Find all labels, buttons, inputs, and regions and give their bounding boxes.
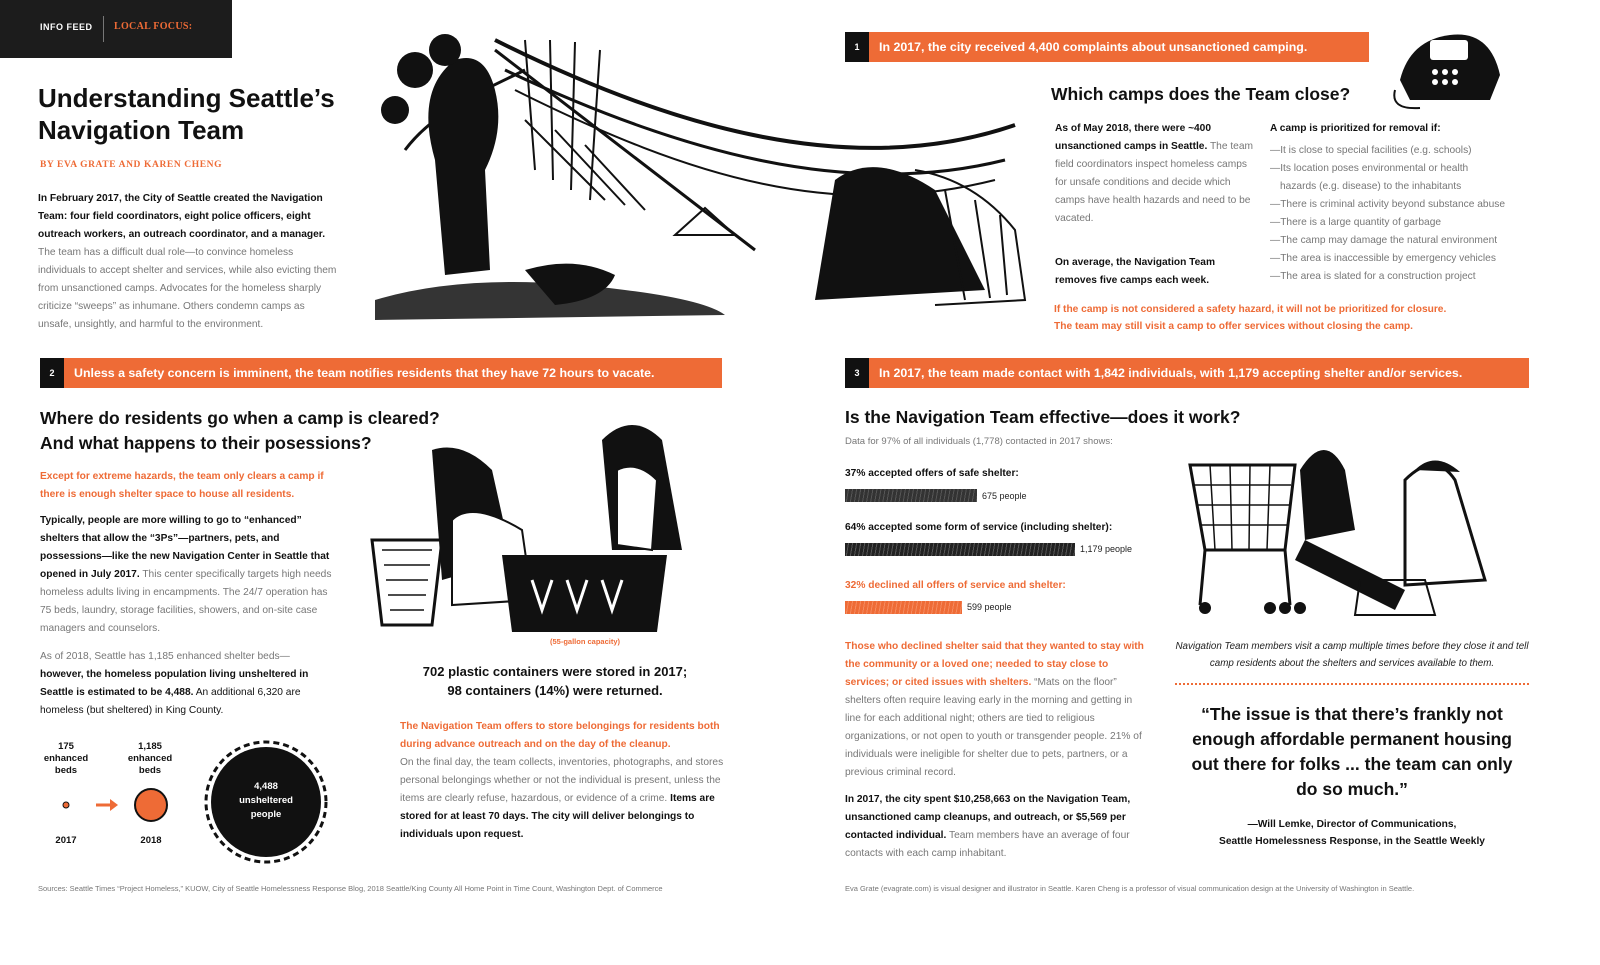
- cost-paragraph: [845, 791, 1145, 863]
- section-3-subhead: Data for 97% of all individuals (1,778) contacted in 2017 shows:: [845, 436, 1113, 447]
- chart-value-label: 675 people: [982, 491, 1027, 501]
- criteria-item: —The area is slated for a construction project: [1270, 271, 1476, 282]
- cost-bold: In 2017, the city spent $10,258,663 on the Navigation Team, unsanctioned camp cleanups, and outreach, or $5,569 per contacted individual.: [845, 794, 1131, 841]
- section-2-paragraph-1: [40, 512, 336, 638]
- criteria-item: —Its location poses environmental or health: [1270, 163, 1469, 174]
- unsheltered-label-2: people: [250, 809, 282, 820]
- local-focus-label: LOCAL FOCUS:: [114, 21, 193, 32]
- section-2-p1-bold: Typically, people are more willing to go to “enhanced” shelters that allow the “3Ps”—partners, pets, and possessions—like the new Navigation Center in Seattle that opened in July 2017.: [40, 515, 330, 580]
- chart-bar: [845, 543, 1075, 556]
- section-3-heading: Is the Navigation Team effective—does it work?: [845, 407, 1241, 427]
- criteria-item: —It is close to special facilities (e.g. schools): [1270, 145, 1472, 156]
- section-2-heading-line-2: And what happens to their posessions?: [40, 433, 372, 453]
- header-divider: [103, 16, 104, 42]
- section-1-col1-bold2: [1055, 254, 1245, 290]
- section-1-col1: [1055, 120, 1255, 228]
- storage-paragraph: [400, 754, 728, 844]
- byline: BY EVA GRATE AND KAREN CHENG: [40, 160, 223, 170]
- section-2-p2-text2: An additional 6,320 are homeless (but sheltered) in King County.: [40, 687, 301, 716]
- storage-text: On the final day, the team collects, inventories, photographs, and stores personal belongings whether or not the individual is present, unless the items are clearly refuse, hazardous, or evidence of a crime.: [400, 757, 724, 804]
- containers-line-1: 702 plastic containers were stored in 2017;: [422, 664, 688, 679]
- storage-bold: Items are stored for at least 70 days. The city will deliver belongings to individuals upon request.: [400, 793, 715, 840]
- title-line-1: Understanding Seattle’s: [38, 83, 335, 113]
- info-feed-label: INFO FEED: [40, 22, 93, 32]
- page-title: [38, 82, 368, 146]
- containers-stat: [400, 662, 710, 700]
- photo-caption: Navigation Team members visit a camp multiple times before they close it and tell camp residents about the shelters and services available to them.: [1175, 641, 1529, 669]
- declined-orange: Those who declined shelter said that they wanted to stay with the community or a loved one; needed to stay close to services; or cited issues with shelters.: [845, 641, 1144, 688]
- section-2-paragraph-2: [40, 648, 336, 720]
- quote-attribution: [1185, 816, 1519, 850]
- cost-text: Team members have an average of four contacts with each camp inhabitant.: [845, 830, 1130, 859]
- declined-paragraph: [845, 638, 1145, 782]
- intro-bold: In February 2017, the City of Seattle created the Navigation Team: four field coordinators, eight police officers, eight outreach workers, an outreach coordinator, and a manager.: [38, 193, 326, 240]
- section-2-banner-text: Unless a safety concern is imminent, the team notifies residents that they have 72 hours to vacate.: [74, 366, 655, 380]
- section-2-p2-bold: however, the homeless population living unsheltered in Seattle is estimated to be 4,488.: [40, 669, 309, 698]
- declined-text: “Mats on the floor” shelters often require leaving early in the morning and getting in line for each additional night; others are tied to religious organizations, or not open to youth or transgender people. 21% of individuals were ineligible for shelter due to pets, partners, or a previous criminal record.: [845, 677, 1142, 778]
- removal-criteria-heading: A camp is prioritized for removal if:: [1270, 123, 1441, 134]
- phone-icon: [1390, 20, 1510, 110]
- beds-2018-text: enhanced beds: [127, 753, 173, 776]
- beds-2018-circle: [135, 789, 167, 821]
- criteria-item: —The area is inaccessible by emergency vehicles: [1270, 253, 1496, 264]
- criteria-item: hazards (e.g. disease) to the inhabitants: [1280, 181, 1462, 192]
- quote-divider: [1175, 683, 1529, 685]
- title-line-2: Navigation Team: [38, 115, 245, 145]
- section-3-banner-text: In 2017, the team made contact with 1,842 individuals, with 1,179 accepting shelter and/or services.: [879, 366, 1463, 380]
- beds-2017-value: 175: [58, 741, 74, 752]
- section-2-p1-text: This center specifically targets high needs homeless adults living in encampments. The 24/7 operation has 75 beds, laundry, storage facilities, showers, and on-site case managers and counselors.: [40, 569, 332, 634]
- outcome-chart: [845, 466, 1165, 616]
- year-2018: 2018: [140, 835, 162, 846]
- section-3-banner: [845, 358, 1529, 388]
- section-2-number: 2: [40, 358, 64, 388]
- intro-text: The team has a difficult dual role—to convince homeless individuals to accept shelter and services, while also evicting them from unsanctioned camps. Advocates for the homeless sharply criticize “sweeps” as inhumane. Others condemn camps as unsafe, unsightly, and harmful to the environment.: [38, 247, 337, 330]
- sources-footer: Sources: Seattle Times “Project Homeless,” KUOW, City of Seattle Homelessness Response Blog, 2018 Seattle/King County All Home Point in Time Count, Washington Dept. of Commerce: [38, 884, 663, 893]
- camp-illustration: [375, 30, 1035, 320]
- containers-line-2: 98 containers (14%) were returned.: [447, 683, 663, 698]
- storage-orange: The Navigation Team offers to store belongings for residents both during advance outreach and on the day of the cleanup.: [400, 721, 720, 750]
- storage-illustration: [362, 410, 712, 635]
- outreach-illustration: [1185, 430, 1515, 620]
- section-1-number: 1: [845, 32, 869, 62]
- section-1-col1-text: The team field coordinators inspect homeless camps for unsafe conditions and decide which camps have health hazards and need to be vacated.: [1055, 141, 1253, 224]
- section-1-heading: Which camps does the Team close?: [1051, 84, 1351, 104]
- section-1-note: [1054, 301, 1534, 335]
- chart-category-label: 37% accepted offers of safe shelter:: [845, 468, 1019, 479]
- chart-value-label: 1,179 people: [1080, 544, 1133, 554]
- beds-2017-text: enhanced beds: [43, 753, 89, 776]
- section-2-banner: [40, 358, 722, 388]
- chart-bar: [845, 489, 977, 502]
- chart-category-label: 32% declined all offers of service and shelter:: [845, 580, 1066, 591]
- beds-2017-circle: [63, 802, 69, 808]
- chart-category-label: 64% accepted some form of service (including shelter):: [845, 522, 1113, 533]
- arrow-head-icon: [110, 799, 118, 811]
- beds-2017-label: [36, 741, 96, 777]
- chart-bar: [845, 601, 962, 614]
- criteria-item: —There is criminal activity beyond substance abuse: [1270, 199, 1505, 210]
- section-1-banner: [845, 32, 1369, 62]
- section-2-p2-text: As of 2018, Seattle has 1,185 enhanced shelter beds—: [40, 651, 290, 662]
- criteria-item: —There is a large quantity of garbage: [1270, 217, 1442, 228]
- section-2-heading-line-1: Where do residents go when a camp is cleared?: [40, 408, 440, 428]
- removal-rate-text: On average, the Navigation Team removes five camps each week.: [1055, 257, 1216, 286]
- section-2-orange-intro: Except for extreme hazards, the team only clears a camp if there is enough shelter space to house all residents.: [40, 471, 324, 500]
- beds-2018-value: 1,185: [138, 741, 162, 752]
- section-1-banner-text: In 2017, the city received 4,400 complaints about unsanctioned camping.: [879, 40, 1308, 54]
- unsheltered-label: [214, 780, 318, 822]
- section-3-number: 3: [845, 358, 869, 388]
- criteria-item: —The camp may damage the natural environment: [1270, 235, 1498, 246]
- beds-2018-label: [120, 741, 180, 777]
- section-1-note-line-1: If the camp is not considered a safety hazard, it will not be prioritized for closure.: [1054, 304, 1447, 315]
- bin-caption: (55-gallon capacity): [549, 637, 621, 646]
- intro-paragraph: [38, 190, 340, 334]
- section-1-note-line-2: The team may still visit a camp to offer services without closing the camp.: [1054, 321, 1413, 332]
- quote-attribution-line-2: Seattle Homelessness Response, in the Seattle Weekly: [1219, 836, 1485, 847]
- year-2017: 2017: [55, 835, 77, 846]
- quote-attribution-line-1: —Will Lemke, Director of Communications,: [1247, 819, 1457, 830]
- credits-footer: Eva Grate (evagrate.com) is visual designer and illustrator in Seattle. Karen Cheng is a professor of visual communication design at the University of Washington in Seattle.: [845, 884, 1415, 893]
- removal-criteria: [1270, 120, 1530, 286]
- unsheltered-label-1: unsheltered: [239, 795, 293, 806]
- section-1-col1-bold: As of May 2018, there were ~400 unsanctioned camps in Seattle.: [1055, 123, 1212, 152]
- chart-value-label: 599 people: [967, 602, 1012, 612]
- unsheltered-value: 4,488: [254, 781, 278, 792]
- pull-quote: “The issue is that there’s frankly not enough affordable permanent housing out there for folks ... the team can only do so much.”: [1191, 704, 1513, 799]
- header-tab: [0, 0, 232, 58]
